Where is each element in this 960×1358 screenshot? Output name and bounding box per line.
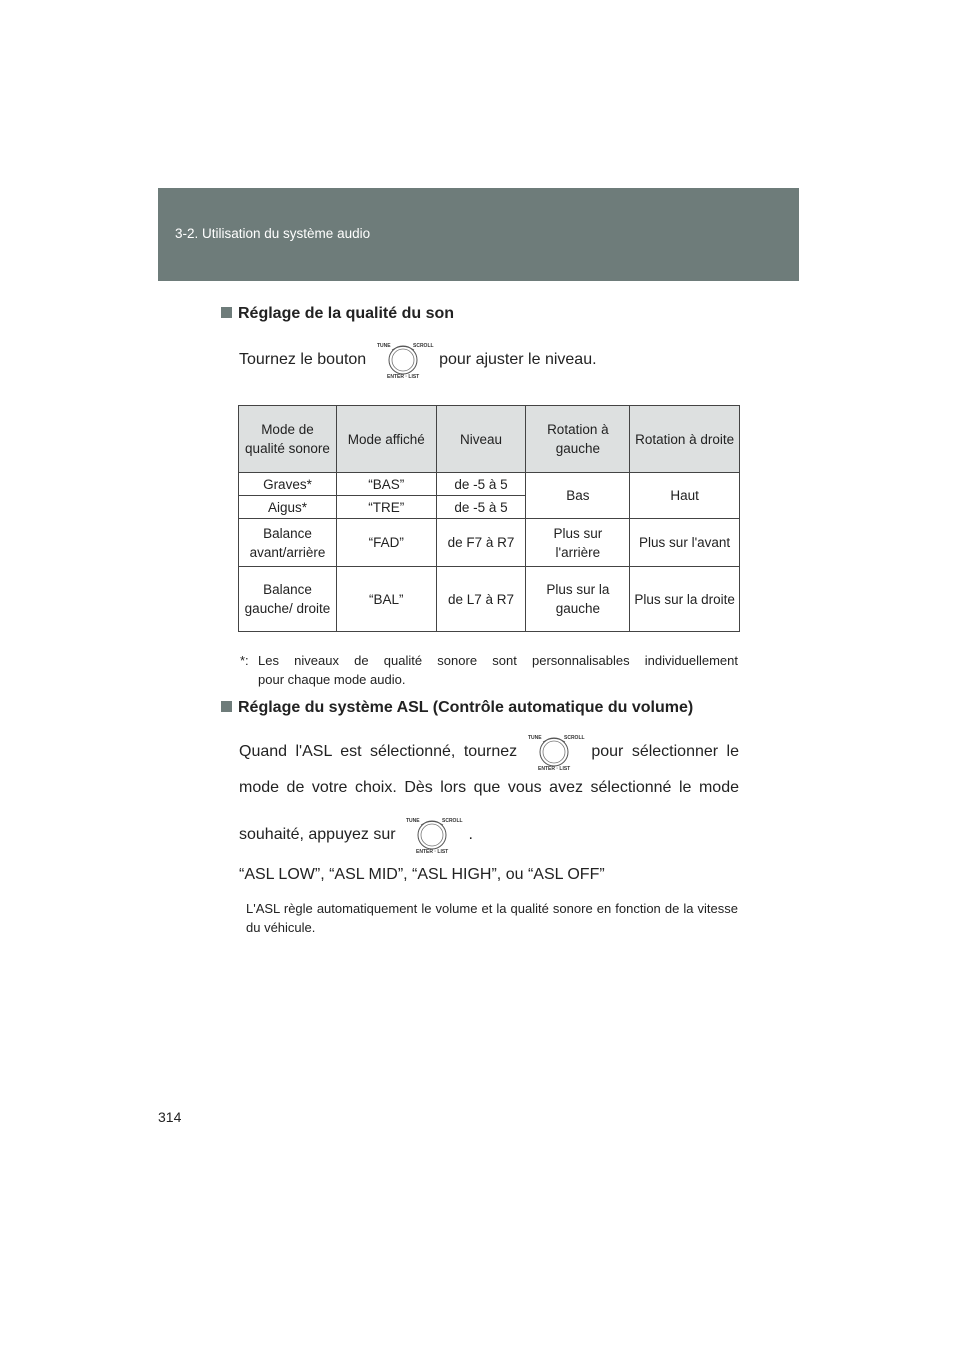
asl-text-1a: Quand l'ASL est sélectionné, tournez <box>239 743 518 760</box>
square-bullet-icon <box>221 701 232 712</box>
knob-tune-label: TUNE <box>376 343 391 349</box>
column-header: Rotation à gauche <box>526 406 630 473</box>
asl-instruction-line-3 <box>239 816 473 854</box>
asl-note: L'ASL règle automatiquement le volume et la qualité sonore en fonction de la vitesse du véhicule. <box>246 901 738 935</box>
knob-scroll-label: SCROLL <box>412 343 434 349</box>
knob-enter-label: ENTER · LIST <box>538 766 571 772</box>
knob-tune-label: TUNE <box>406 818 420 824</box>
instruction-sound-quality <box>239 341 597 379</box>
table-cell: Aigus* <box>239 496 337 519</box>
instruction-text-after: pour ajuster le niveau. <box>439 351 597 369</box>
tune-knob-icon <box>375 341 434 380</box>
table-cell: Balance avant/arrière <box>239 519 337 567</box>
table-row <box>239 519 740 567</box>
knob-enter-label: ENTER · LIST <box>386 374 419 380</box>
footnote-mark: *: <box>240 653 249 668</box>
asl-instruction-line-2: mode de votre choix. Dès lors que vous avez sélectionné le mode <box>239 779 739 796</box>
table-header-row <box>239 406 740 473</box>
square-bullet-icon <box>221 307 232 318</box>
asl-text-3b: . <box>468 826 473 844</box>
asl-text-3a: souhaité, appuyez sur <box>239 826 396 844</box>
asl-options: “ASL LOW”, “ASL MID”, “ASL HIGH”, ou “ASL OFF” <box>239 866 605 883</box>
instruction-text-before: Tournez le bouton <box>239 351 367 369</box>
column-header: Mode de qualité sonore <box>239 406 337 473</box>
table-cell: de F7 à R7 <box>436 519 526 567</box>
knob-scroll-label: SCROLL <box>442 818 463 824</box>
column-header: Mode affiché <box>336 406 436 473</box>
table-row <box>239 567 740 632</box>
knob-enter-label: ENTER · LIST <box>416 849 449 855</box>
knob-tune-label: TUNE <box>528 735 542 741</box>
section-title-sound-quality <box>221 305 454 323</box>
column-header: Rotation à droite <box>630 406 740 473</box>
asl-instruction-line-1 <box>239 733 739 771</box>
section-title-asl <box>221 699 693 717</box>
column-header: Niveau <box>436 406 526 473</box>
section-title-text: Réglage du système ASL (Contrôle automatique du volume) <box>238 699 694 716</box>
tune-knob-icon <box>526 733 585 772</box>
table-cell: Plus sur la gauche <box>526 567 630 632</box>
table-cell: “BAL” <box>336 567 436 632</box>
table-cell: de -5 à 5 <box>436 473 526 496</box>
table-cell: de -5 à 5 <box>436 496 526 519</box>
table-cell: de L7 à R7 <box>436 567 526 632</box>
table-row <box>239 473 740 496</box>
knob-scroll-label: SCROLL <box>564 735 585 741</box>
page-number: 314 <box>158 1109 182 1125</box>
table-cell: “TRE” <box>336 496 436 519</box>
footnote-line-2: pour chaque mode audio. <box>258 672 406 687</box>
chapter-header-band <box>158 188 799 281</box>
asl-text-1b: pour sélectionner le <box>591 743 739 760</box>
table-cell-shared-left: Bas <box>526 473 630 519</box>
sound-quality-table <box>238 405 740 632</box>
footnote-line-1: Les niveaux de qualité sonore sont personnalisables individuellement <box>258 653 738 668</box>
table-cell: Graves* <box>239 473 337 496</box>
table-cell-shared-right: Haut <box>630 473 740 519</box>
table-cell: “FAD” <box>336 519 436 567</box>
table-cell: “BAS” <box>336 473 436 496</box>
table-cell: Plus sur la droite <box>630 567 740 632</box>
chapter-header-title: 3-2. Utilisation du système audio <box>175 226 371 241</box>
table-cell: Balance gauche/ droite <box>239 567 337 632</box>
table-cell: Plus sur l'arrière <box>526 519 630 567</box>
table-cell: Plus sur l'avant <box>630 519 740 567</box>
section-title-text: Réglage de la qualité du son <box>238 305 455 322</box>
enter-knob-icon <box>404 816 463 855</box>
